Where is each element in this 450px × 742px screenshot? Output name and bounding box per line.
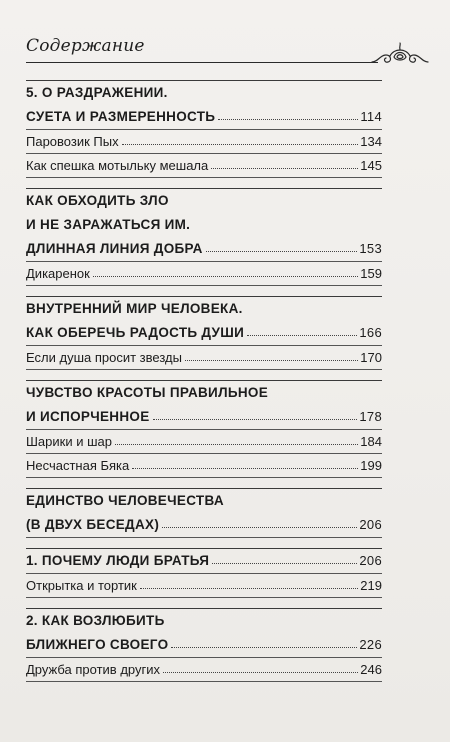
section-gap: [26, 178, 382, 188]
heading-text: БЛИЖНЕГО СВОЕГО: [26, 637, 169, 652]
toc-item[interactable]: [26, 454, 382, 477]
toc-heading-line: [26, 609, 382, 633]
item-title: Открытка и тортик: [26, 578, 137, 593]
heading-text: 1. ПОЧЕМУ ЛЮДИ БРАТЬЯ: [26, 553, 210, 568]
heading-text: ЧУВСТВО КРАСОТЫ ПРАВИЛЬНОЕ: [26, 385, 268, 400]
toc-section: [26, 548, 382, 598]
table-of-contents: [26, 80, 382, 682]
heading-text: И НЕ ЗАРАЖАТЬСЯ ИМ.: [26, 217, 191, 232]
toc-item[interactable]: [26, 130, 382, 153]
page-number: 134: [360, 134, 382, 149]
leader-dots: [247, 335, 357, 336]
leader-dots: [153, 419, 358, 420]
toc-heading-line: [26, 213, 382, 237]
page-title: Содержание: [26, 36, 145, 56]
toc-section: [26, 608, 382, 682]
toc-heading-line[interactable]: [26, 513, 382, 537]
toc-item[interactable]: [26, 658, 382, 681]
section-gap: [26, 286, 382, 296]
leader-dots: [93, 276, 358, 277]
toc-item[interactable]: [26, 430, 382, 453]
heading-text: СУЕТА И РАЗМЕРЕННОСТЬ: [26, 109, 216, 124]
section-gap: [26, 370, 382, 380]
page-number: 170: [360, 350, 382, 365]
heading-text: 2. КАК ВОЗЛЮБИТЬ: [26, 613, 165, 628]
heading-text: И ИСПОРЧЕННОЕ: [26, 409, 150, 424]
toc-heading-line: [26, 381, 382, 405]
page-number: 153: [359, 241, 382, 256]
leader-dots: [122, 144, 359, 145]
leader-dots: [115, 444, 358, 445]
page-number: 178: [359, 409, 382, 424]
item-title: Паровозик Пых: [26, 134, 119, 149]
heading-text: 5. О РАЗДРАЖЕНИИ.: [26, 85, 168, 100]
page-number: 145: [360, 158, 382, 173]
heading-text: ЕДИНСТВО ЧЕЛОВЕЧЕСТВА: [26, 493, 224, 508]
leader-dots: [163, 672, 358, 673]
item-title: Шарики и шар: [26, 434, 112, 449]
page-number: 114: [360, 109, 382, 124]
leader-dots: [132, 468, 358, 469]
page-header: [26, 36, 426, 66]
page-number: 166: [359, 325, 382, 340]
toc-section: [26, 380, 382, 478]
item-title: Как спешка мотыльку мешала: [26, 158, 209, 173]
toc-item[interactable]: [26, 346, 382, 369]
section-gap: [26, 538, 382, 548]
leader-dots: [218, 119, 358, 120]
heading-text: ВНУТРЕННИЙ МИР ЧЕЛОВЕКА.: [26, 301, 243, 316]
leader-dots: [162, 527, 357, 528]
toc-heading-line: [26, 81, 382, 105]
section-gap: [26, 598, 382, 608]
toc-heading-line[interactable]: [26, 549, 382, 573]
toc-heading-line[interactable]: [26, 633, 382, 657]
heading-text: (В ДВУХ БЕСЕДАХ): [26, 517, 160, 532]
toc-item[interactable]: [26, 262, 382, 285]
page-number: 219: [360, 578, 382, 593]
toc-heading-line: [26, 489, 382, 513]
page-number: 159: [360, 266, 382, 281]
page-number: 246: [360, 662, 382, 677]
item-title: Дружба против других: [26, 662, 160, 677]
toc-section: [26, 188, 382, 286]
toc-heading-line[interactable]: [26, 405, 382, 429]
toc-section: [26, 80, 382, 178]
toc-heading-line: [26, 297, 382, 321]
page-number: 184: [360, 434, 382, 449]
page-number: 206: [359, 553, 382, 568]
toc-section: [26, 296, 382, 370]
page-number: 206: [359, 517, 382, 532]
leader-dots: [211, 168, 358, 169]
toc-item[interactable]: [26, 154, 382, 177]
header-rule: [26, 62, 378, 63]
leader-dots: [206, 251, 358, 252]
leader-dots: [140, 588, 358, 589]
leader-dots: [185, 360, 358, 361]
toc-section: [26, 488, 382, 538]
leader-dots: [212, 563, 357, 564]
heading-text: КАК ОБЕРЕЧЬ РАДОСТЬ ДУШИ: [26, 325, 245, 340]
heading-text: КАК ОБХОДИТЬ ЗЛО: [26, 193, 169, 208]
toc-item[interactable]: [26, 574, 382, 597]
leader-dots: [171, 647, 357, 648]
toc-heading-line[interactable]: [26, 105, 382, 129]
flourish-ornament-icon: [370, 41, 430, 69]
toc-heading-line[interactable]: [26, 321, 382, 345]
page-number: 226: [359, 637, 382, 652]
item-title: Дикаренок: [26, 266, 90, 281]
toc-heading-line: [26, 189, 382, 213]
section-gap: [26, 478, 382, 488]
item-title: Несчастная Бяка: [26, 458, 130, 473]
page-number: 199: [360, 458, 382, 473]
toc-heading-line[interactable]: [26, 237, 382, 261]
heading-text: ДЛИННАЯ ЛИНИЯ ДОБРА: [26, 241, 203, 256]
section-end-divider: [26, 681, 382, 682]
item-title: Если душа просит звезды: [26, 350, 182, 365]
